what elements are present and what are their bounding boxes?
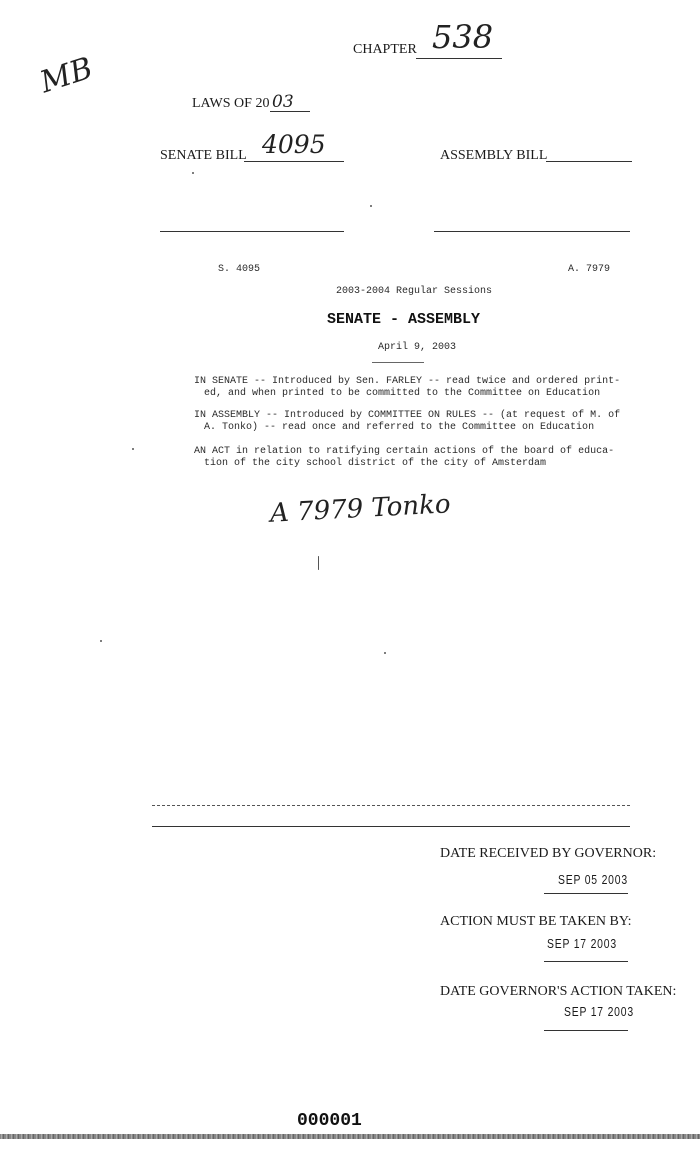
lower-dashed-line [152, 805, 630, 806]
scan-speck [370, 205, 372, 207]
page-number: 000001 [297, 1111, 362, 1131]
left-separator-line [160, 231, 344, 232]
action-by-label: ACTION MUST BE TAKEN BY: [440, 914, 632, 929]
assembly-intro-line-2: A. Tonko) -- read once and referred to the Committee on Education [204, 422, 595, 433]
date-received-stamp: SEP 05 2003 [558, 872, 628, 887]
chapter-number-handwritten: 538 [432, 18, 494, 56]
lower-solid-line [152, 826, 630, 827]
scan-speck [318, 556, 319, 570]
handwritten-initials: MB [35, 50, 97, 101]
bill-title: SENATE - ASSEMBLY [327, 311, 481, 328]
act-line-2: tion of the city school district of the city of Amsterdam [204, 458, 547, 469]
assembly-bill-number: A. 7979 [568, 264, 611, 275]
senate-introduction-paragraph [194, 376, 644, 400]
bill-date: April 9, 2003 [378, 342, 457, 353]
laws-of-label: LAWS OF 20 [192, 96, 270, 111]
date-underline [372, 362, 424, 363]
action-taken-label: DATE GOVERNOR'S ACTION TAKEN: [440, 984, 677, 999]
act-line-1: AN ACT in relation to ratifying certain actions of the board of educa- [194, 446, 615, 457]
act-description-paragraph [194, 446, 644, 470]
senate-intro-line-1: IN SENATE -- Introduced by Sen. FARLEY -- read twice and ordered print- [194, 376, 621, 387]
senate-bill-label: SENATE BILL [160, 148, 247, 163]
date-received-label: DATE RECEIVED BY GOVERNOR: [440, 846, 657, 861]
session-text: 2003-2004 Regular Sessions [336, 286, 493, 297]
action-by-underline [544, 961, 628, 962]
senate-bill-number-handwritten: 4095 [262, 130, 326, 159]
assembly-intro-line-1: IN ASSEMBLY -- Introduced by COMMITTEE ON RULES -- (at request of M. of [194, 410, 621, 421]
scan-speck [192, 172, 194, 174]
scan-speck [132, 448, 134, 450]
chapter-underline [416, 58, 502, 59]
chapter-label: CHAPTER [353, 42, 417, 57]
senate-bill-number: S. 4095 [218, 264, 261, 275]
handwritten-bill-note: A 7979 Tonko [269, 489, 452, 529]
scan-artifact-bar [0, 1134, 700, 1139]
assembly-introduction-paragraph [194, 410, 644, 434]
senate-bill-underline [244, 161, 344, 162]
scan-speck [384, 652, 386, 654]
action-taken-stamp: SEP 17 2003 [564, 1004, 634, 1019]
right-separator-line [434, 231, 630, 232]
laws-year-handwritten: 03 [272, 92, 294, 112]
action-taken-underline [544, 1030, 628, 1031]
assembly-bill-underline [546, 161, 632, 162]
action-by-stamp: SEP 17 2003 [547, 936, 617, 951]
scan-speck [100, 640, 102, 642]
assembly-bill-label: ASSEMBLY BILL [440, 148, 548, 163]
date-received-underline [544, 893, 628, 894]
senate-intro-line-2: ed, and when printed to be committed to the Committee on Education [204, 388, 601, 399]
